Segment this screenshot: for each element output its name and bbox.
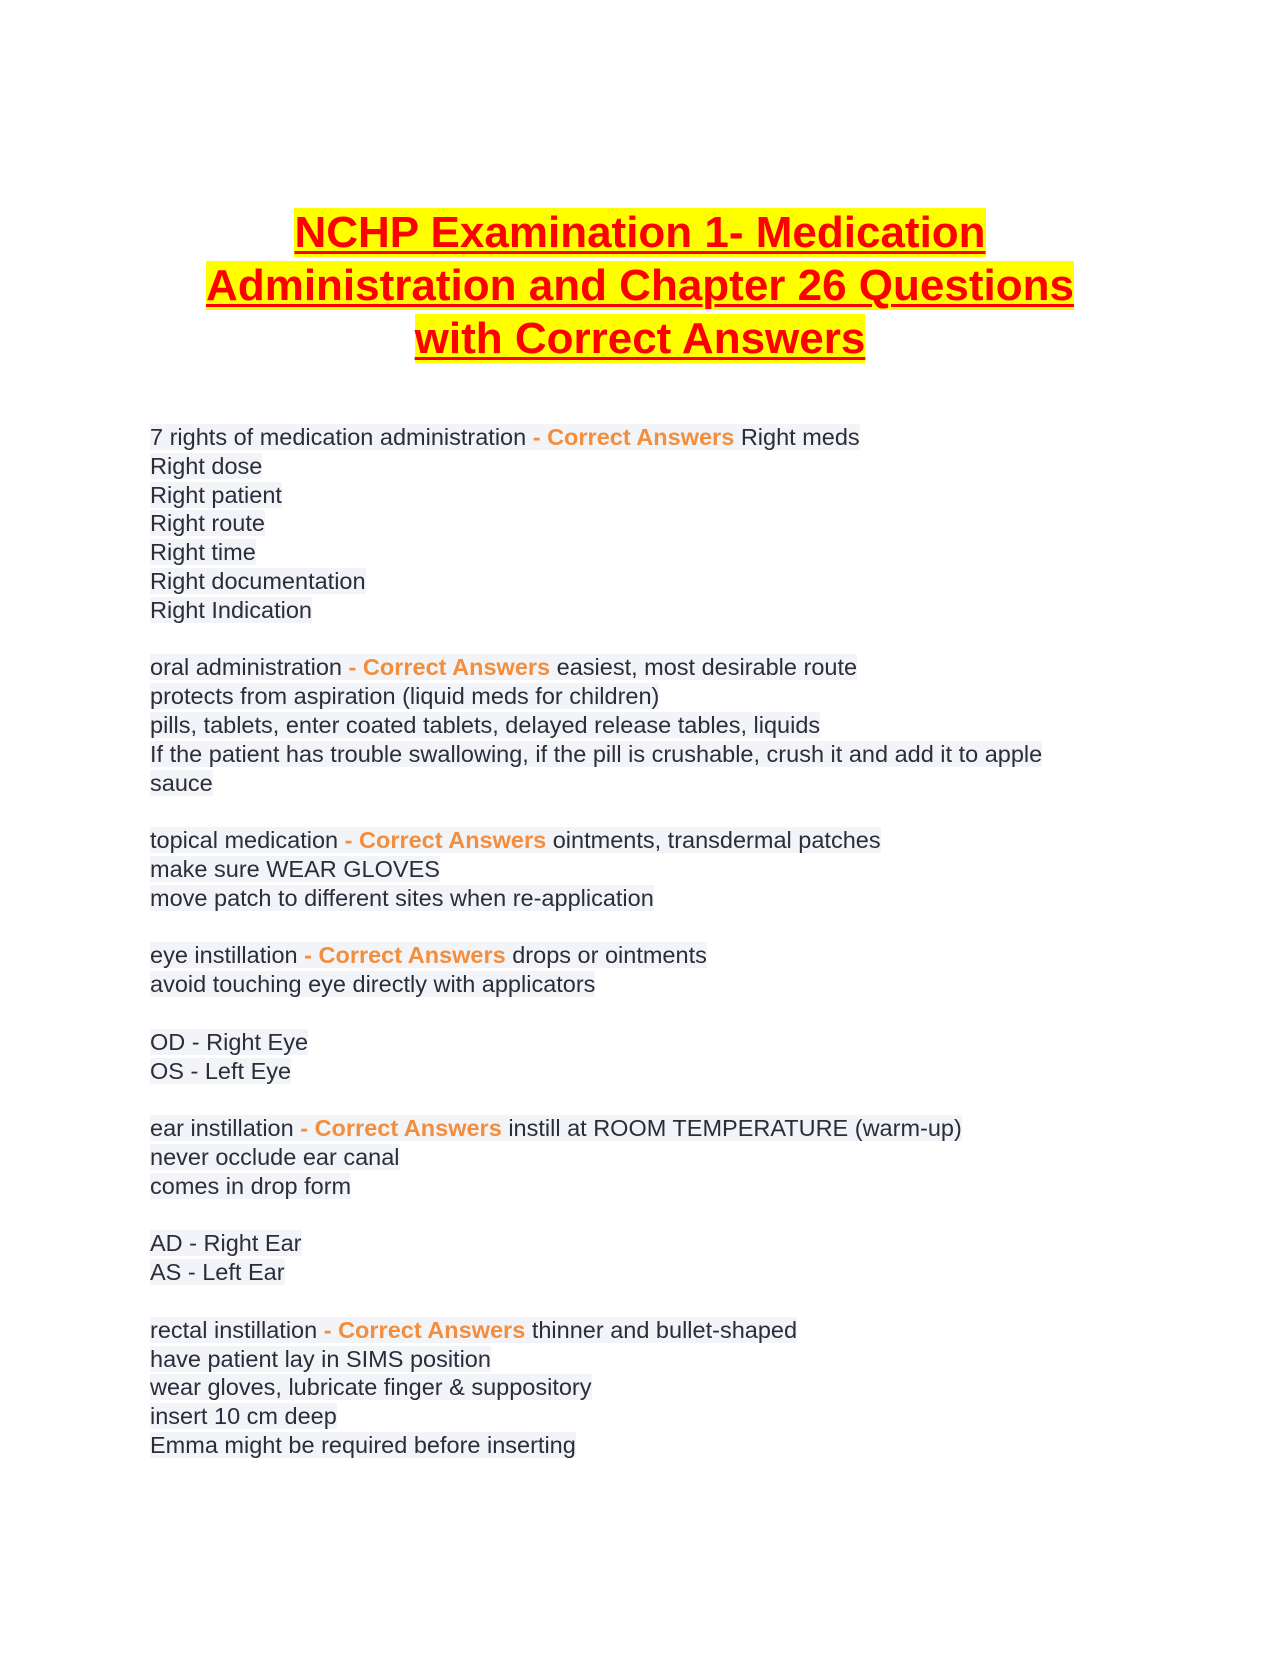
correct-answers-marker: - Correct Answers — [532, 424, 735, 450]
answer-line: Right patient — [150, 481, 282, 508]
abbreviation-block — [150, 1229, 1110, 1287]
answer-text: drops or ointments — [512, 942, 707, 969]
question-term: oral administration — [150, 654, 343, 681]
answer-line: Right dose — [150, 452, 263, 479]
abbreviation-line: OS - Left Eye — [150, 1057, 292, 1084]
answer-line: pills, tablets, enter coated tablets, delayed release tables, liquids — [150, 711, 821, 738]
question-term: topical medication — [150, 827, 339, 854]
qa-entry — [150, 826, 1110, 912]
answer-line: Right Indication — [150, 596, 312, 623]
abbreviation-line: AS - Left Ear — [150, 1259, 285, 1286]
qa-entry — [150, 1316, 1110, 1460]
answer-text: thinner and bullet-shaped — [531, 1316, 798, 1343]
correct-answers-marker: - Correct Answers — [323, 1316, 526, 1343]
answer-text: ointments, transdermal patches — [552, 827, 881, 854]
answer-line: never occlude ear canal — [150, 1143, 400, 1170]
qa-entry — [150, 423, 1110, 625]
answer-line: Right route — [150, 510, 265, 537]
correct-answers-marker: - Correct Answers — [304, 942, 506, 969]
question-term: ear instillation — [150, 1115, 294, 1142]
answer-line: Right time — [150, 539, 256, 566]
correct-answers-marker: - Correct Answers — [348, 654, 551, 681]
answer-line: make sure WEAR GLOVES — [150, 855, 440, 882]
abbreviation-block — [150, 1028, 1110, 1086]
answer-text: easiest, most desirable route — [556, 654, 858, 681]
abbreviation-line: AD - Right Ear — [150, 1230, 302, 1257]
answer-line: insert 10 cm deep — [150, 1403, 337, 1430]
question-term: eye instillation — [150, 942, 298, 969]
answer-line: avoid touching eye directly with applicators — [150, 971, 596, 998]
answer-line: sauce — [150, 769, 213, 796]
answer-line: wear gloves, lubricate finger & suppository — [150, 1374, 592, 1401]
correct-answers-marker: - Correct Answers — [344, 827, 547, 854]
answer-line: protects from aspiration (liquid meds for children) — [150, 683, 660, 710]
qa-entry — [150, 1114, 1110, 1200]
title-line: NCHP Examination 1- Medication — [294, 208, 986, 257]
abbreviation-line: OD - Right Eye — [150, 1028, 309, 1055]
question-term: 7 rights of medication administration — [150, 424, 527, 450]
qa-entry — [150, 941, 1110, 999]
answer-line: Right documentation — [150, 567, 366, 594]
document-title — [150, 206, 1130, 365]
answer-line: comes in drop form — [150, 1172, 352, 1199]
answer-line: have patient lay in SIMS position — [150, 1345, 491, 1372]
qa-entry — [150, 653, 1110, 797]
qa-content — [150, 423, 1110, 1488]
correct-answers-marker: - Correct Answers — [300, 1115, 502, 1142]
answer-line: Emma might be required before inserting — [150, 1431, 576, 1458]
answer-text: instill at ROOM TEMPERATURE (warm-up) — [508, 1115, 962, 1142]
title-line: with Correct Answers — [414, 314, 866, 363]
answer-line: If the patient has trouble swallowing, if the pill is crushable, crush it and add it to apple — [150, 740, 1043, 767]
title-line: Administration and Chapter 26 Questions — [206, 261, 1074, 310]
question-term: rectal instillation — [150, 1316, 318, 1343]
answer-text: Right meds — [740, 424, 860, 450]
answer-line: move patch to different sites when re-application — [150, 884, 654, 911]
